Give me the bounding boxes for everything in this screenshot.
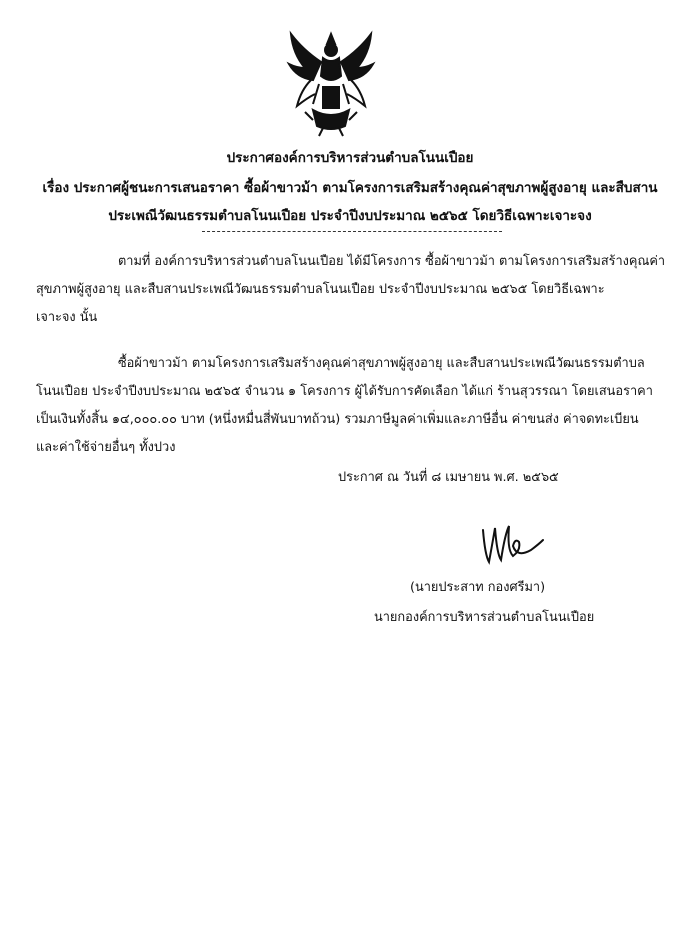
paragraph-2-line-4: และค่าใช้จ่ายอื่นๆ ทั้งปวง (36, 440, 176, 455)
subject-line-1: เรื่อง ประกาศผู้ชนะการเสนอราคา ซื้อผ้าขาวม้า ตามโครงการเสริมสร้างคุณค่าสุขภาพผู้สูงอายุ และสืบสาน (42, 180, 658, 196)
paragraph-2-line-1: ซื้อผ้าขาวม้า ตามโครงการเสริมสร้างคุณค่าสุขภาพผู้สูงอายุ และสืบสานประเพณีวัฒนธรรมตำบล (118, 356, 645, 371)
subject-line-2: ประเพณีวัฒนธรรมตำบลโนนเปือย ประจำปีงบประมาณ ๒๕๖๕ โดยวิธีเฉพาะเจาะจง (108, 208, 592, 224)
announcement-date: ประกาศ ณ วันที่ ๘ เมษายน พ.ศ. ๒๕๖๕ (338, 470, 559, 485)
paragraph-1-line-3: เจาะจง นั้น (36, 310, 98, 325)
document-title: ประกาศองค์การบริหารส่วนตำบลโนนเปือย (226, 150, 474, 166)
paragraph-2-line-2: โนนเปือย ประจำปีงบประมาณ ๒๕๖๕ จำนวน ๑ โครงการ ผู้ได้รับการคัดเลือก ได้แก่ ร้านสุวรรณา โดยเสนอราคา (36, 384, 653, 399)
paragraph-2-line-3: เป็นเงินทั้งสิ้น ๑๔,๐๐๐.๐๐ บาท (หนึ่งหมื่นสี่พันบาทถ้วน) รวมภาษีมูลค่าเพิ่มและภาษีอื่น ค่าขนส่ง ค่าจดทะเบียน (36, 412, 639, 427)
signer-title: นายกองค์การบริหารส่วนตำบลโนนเปือย (374, 610, 595, 625)
paragraph-1-line-2: สุขภาพผู้สูงอายุ และสืบสานประเพณีวัฒนธรรมตำบลโนนเปือย ประจำปีงบประมาณ ๒๕๖๕ โดยวิธีเฉพาะ (36, 282, 605, 297)
paragraph-1-line-1: ตามที่ องค์การบริหารส่วนตำบลโนนเปือย ได้มีโครงการ ซื้อผ้าขาวม้า ตามโครงการเสริมสร้างคุณค่า (118, 254, 666, 269)
divider (202, 231, 502, 232)
signer-name: (นายประสาท กองศรีมา) (410, 580, 546, 595)
signature (473, 510, 553, 580)
garuda-emblem-icon (283, 28, 379, 140)
